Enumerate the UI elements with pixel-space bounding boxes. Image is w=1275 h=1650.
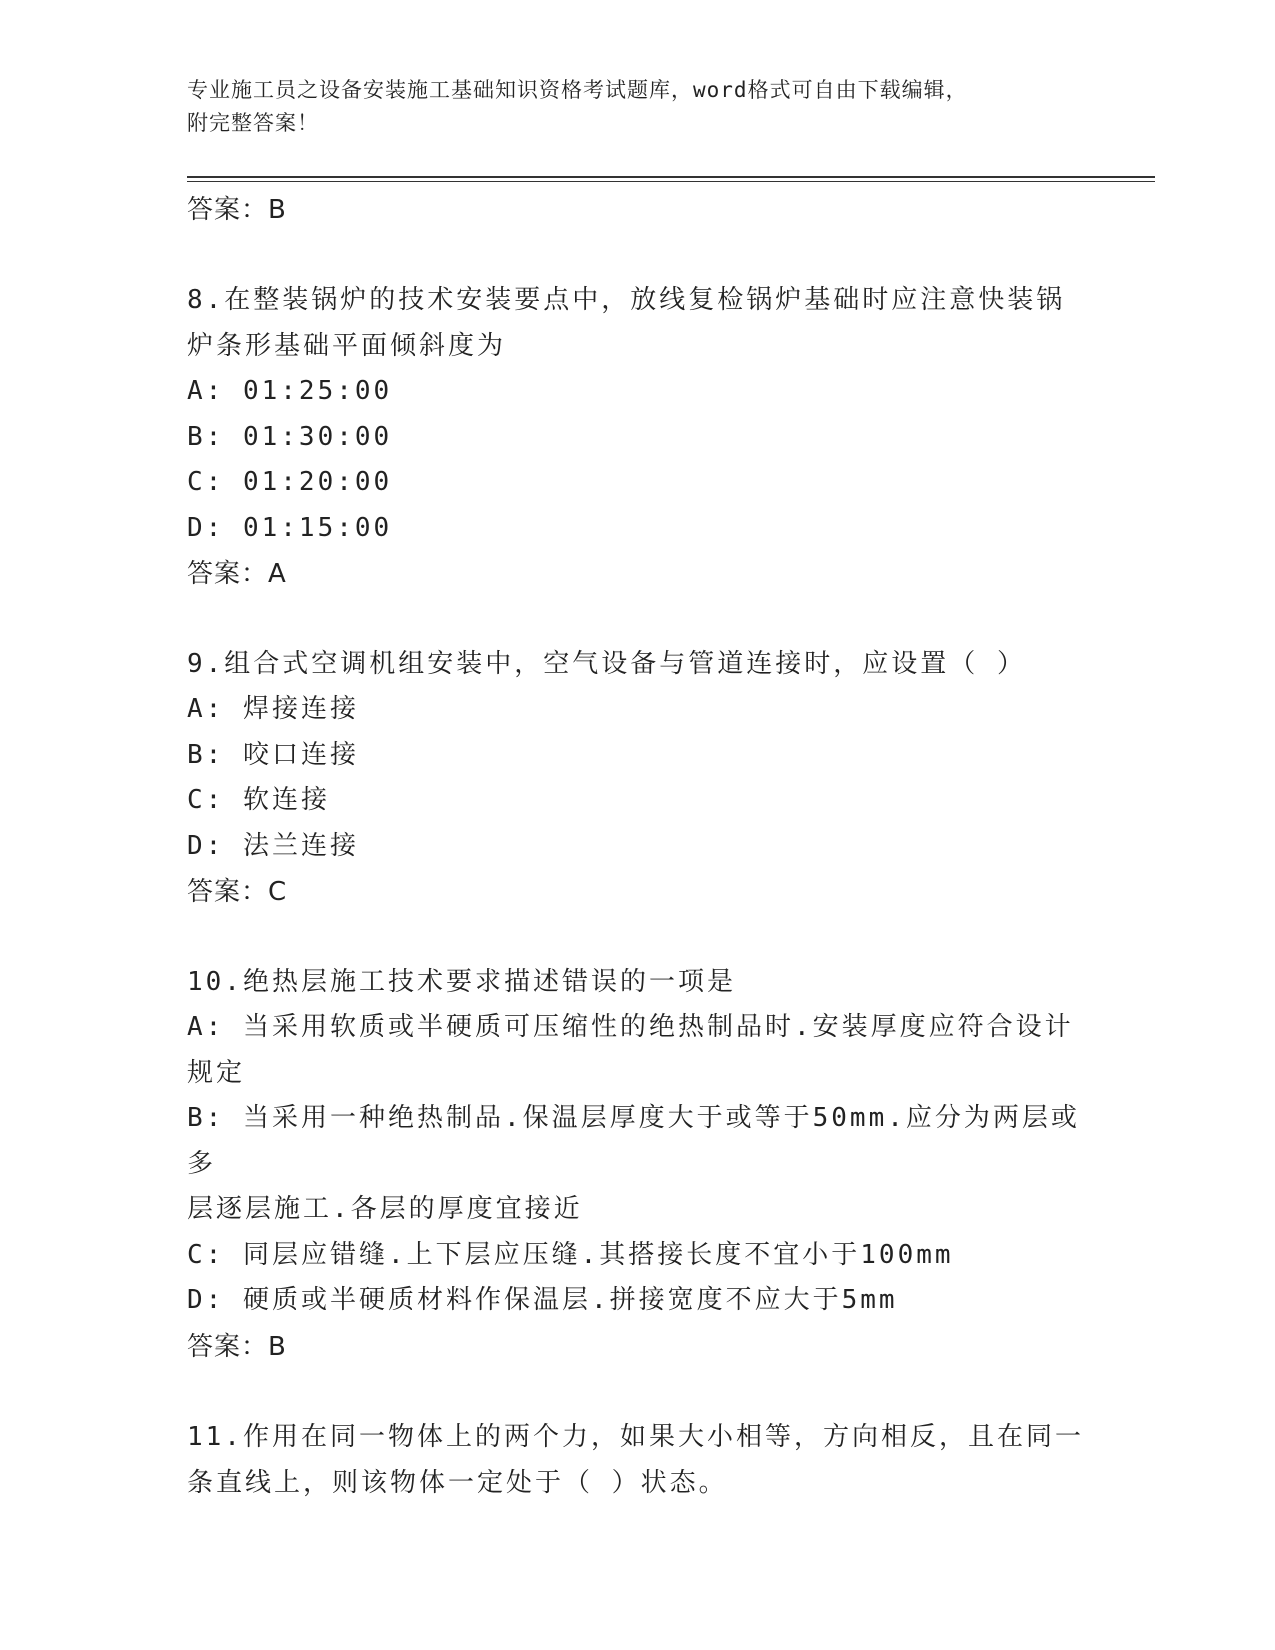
question-9 [187, 641, 1087, 915]
question-10-option-c: C: 同层应错缝.上下层应压缝.其搭接长度不宜小于100mm [187, 1239, 954, 1270]
question-8-option-b: B: 01:30:00 [187, 421, 393, 452]
question-11-stem-line-1: 11.作用在同一物体上的两个力，如果大小相等，方向相反，且在同一 [187, 1421, 1084, 1452]
header-line-1: 专业施工员之设备安装施工基础知识资格考试题库，word格式可自由下载编辑， [187, 78, 968, 102]
spacer [187, 233, 1087, 277]
answer-8: 答案：A [187, 559, 287, 589]
question-9-option-d: D: 法兰连接 [187, 830, 359, 861]
header-divider-thick [187, 176, 1155, 178]
question-10-option-b: B: 当采用一种绝热制品.保温层厚度大于或等于50mm.应分为两层或多 [187, 1103, 1080, 1179]
question-9-stem-line-1: 9.组合式空调机组安装中，空气设备与管道连接时，应设置（ ） [187, 649, 1026, 679]
answer-9: 答案：C [187, 877, 288, 907]
question-10-option-b-cont: 层逐层施工.各层的厚度宜接近 [187, 1194, 583, 1224]
document-header [187, 74, 1087, 140]
answer-10: 答案：B [187, 1331, 287, 1362]
spacer [187, 915, 1087, 959]
header-divider-thin [187, 181, 1155, 182]
question-10-option-a-cont: 规定 [187, 1057, 246, 1088]
question-9-option-a: A: 焊接连接 [187, 694, 359, 724]
question-8-option-c: C: 01:20:00 [187, 467, 393, 497]
question-11 [187, 1414, 1087, 1506]
question-10-option-a: A: 当采用软质或半硬质可压缩性的绝热制品时.安装厚度应符合设计 [187, 1012, 1074, 1042]
question-10-option-d: D: 硬质或半硬质材料作保温层.拼接宽度不应大于5mm [187, 1285, 898, 1315]
question-8-stem-line-1: 8.在整装锅炉的技术安装要点中，放线复检锅炉基础时应注意快装锅 [187, 285, 1066, 315]
question-8 [187, 277, 1087, 597]
question-8-option-d: D: 01:15:00 [187, 512, 393, 543]
spacer [187, 1370, 1087, 1414]
question-10-stem-line-1: 10.绝热层施工技术要求描述错误的一项是 [187, 967, 736, 997]
question-8-option-a: A: 01:25:00 [187, 376, 393, 406]
question-list [187, 187, 1087, 1506]
header-line-2: 附完整答案！ [187, 111, 319, 135]
question-11-stem-line-2: 条直线上，则该物体一定处于（ ）状态。 [187, 1467, 728, 1498]
question-9-option-c: C: 软连接 [187, 785, 330, 815]
question-8-stem-line-2: 炉条形基础平面倾斜度为 [187, 331, 507, 361]
question-9-option-b: B: 咬口连接 [187, 739, 359, 770]
question-10 [187, 959, 1087, 1370]
answer-7: 答案：B [187, 195, 287, 225]
spacer [187, 597, 1087, 641]
